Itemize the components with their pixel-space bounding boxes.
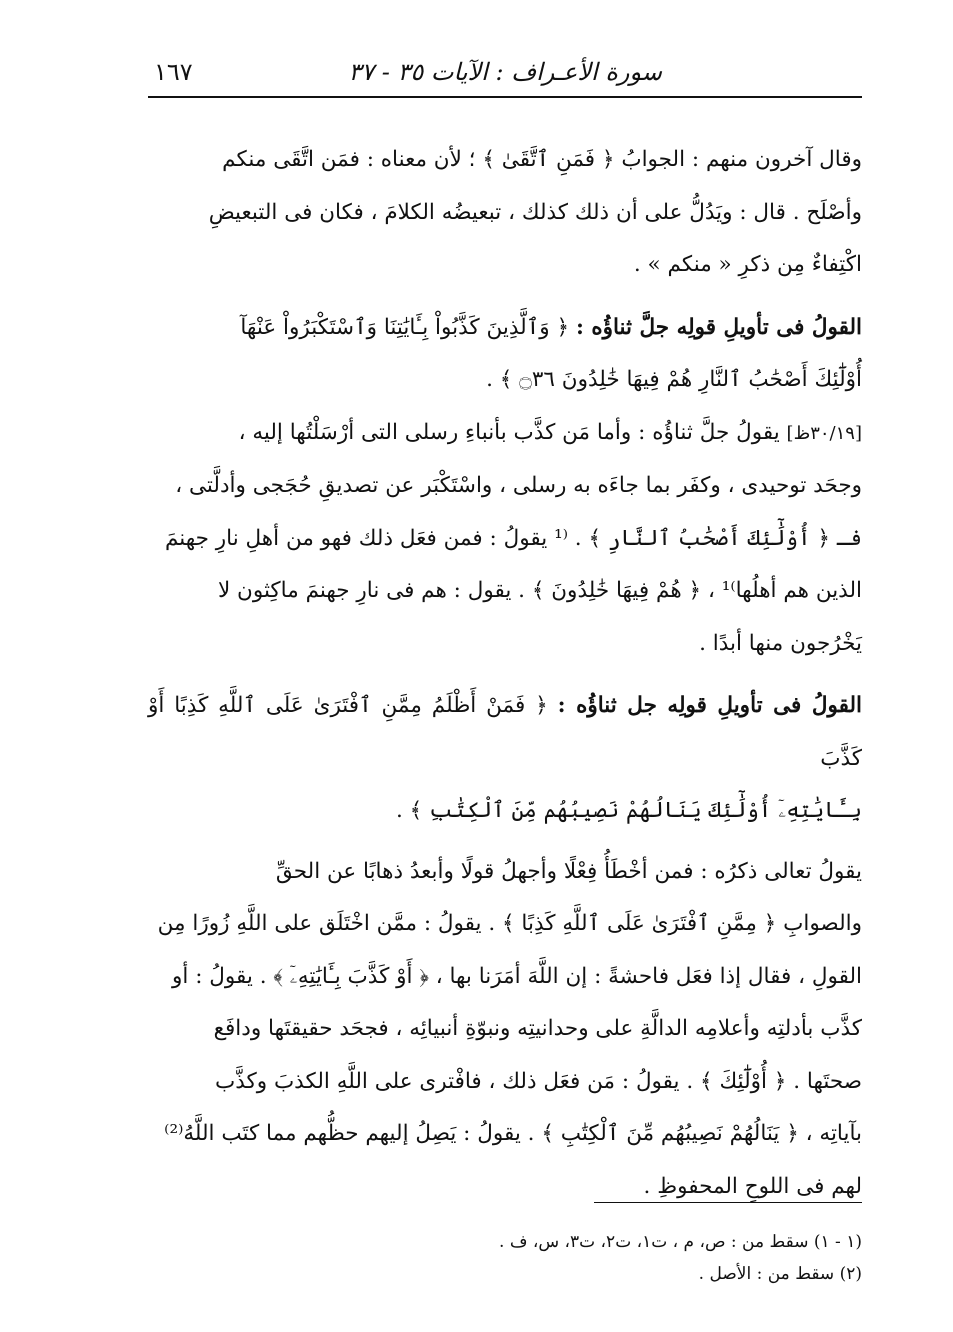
footnote-rule — [594, 1202, 862, 1203]
footnote: (١ - ١) سقط من : ص، م ، ت١، ت٢، ت٣، س، ف . — [499, 1232, 862, 1252]
text-line: والصوابِ ﴿ مِمَّنِ ٱفْتَرَىٰ عَلَى ٱللَّهِ كَذِبًا ﴾ . يقولُ : ممَّن اخْتَلَق على اللَّهِ زُورًا مِن — [157, 911, 862, 936]
text-line: لهم فى اللوحِ المحفوظِ . — [643, 1173, 862, 1199]
manuscript-reference: [٣٠/١٩ظ] — [786, 422, 862, 444]
text-line: فـ ﴿ أُوْلَٰٓئِكَ أَصْحَٰبُ ٱلنَّارِ ﴾ . ⁽¹ يقولُ : فمن فعَل ذلك فهو من أهلِ نارِ جهنمَ — [164, 525, 862, 551]
section-heading: القولُ فى تأويلِ قولِه جل ثناؤُه : — [557, 693, 863, 718]
running-header — [148, 48, 862, 94]
page-number: ١٦٧ — [154, 58, 193, 86]
text-line: يَخْرُجون منها أبدًا . — [699, 630, 862, 656]
quran-verse: ﴿ وَٱلَّذِينَ كَذَّبُواْ بِـَٔايَٰتِنَا وَٱسْتَكْبَرُواْ عَنْهَآ — [240, 314, 570, 340]
quran-verse: بِـَٔايَٰتِهِۦٓ أُوْلَٰٓئِكَ يَنَالُهُمْ نَصِيبُهُم مِّنَ ٱلْكِتَٰبِ ﴾ . — [396, 798, 862, 823]
paragraph — [148, 134, 862, 292]
section-heading-paragraph — [148, 302, 862, 407]
text-line: يقولُ تعالى ذكرُه : فمن أخْطَأُ فِعْلًا وأجهلُ قولًا وأبعدُ ذهابًا عن الحقِّ — [275, 858, 862, 884]
quran-verse: أُوْلَٰٓئِكَ أَصْحَٰبُ ٱلنَّارِ هُمْ فِيهَا خَٰلِدُونَ ۝٣٦ ﴾ . — [486, 367, 862, 392]
text-line: كذَّب بأدلتِه وأعلامِه الدالَّةِ على وحدانيتِه ونبوّةِ أنبيائِه ، فجحَد حقيقتَها ودافَع — [213, 1016, 862, 1041]
text-line: الذين هم أهلُها⁾¹ ، ﴿ هُمْ فِيهَا خَٰلِدُونَ ﴾ . يقول : هم فى نارِ جهنمَ ماكِثون لا — [217, 578, 862, 603]
text-line: اكْتِفاءٌ مِن ذكرِ « منكم » . — [633, 252, 862, 277]
section-heading-paragraph — [148, 680, 862, 838]
quran-verse: ﴿ فَمَنْ أَظْلَمُ مِمَّنِ ٱفْتَرَىٰ عَلَى ٱللَّهِ كَذِبًا أَوْ كَذَّبَ — [148, 693, 862, 771]
text-line: يقولُ جلَّ ثناؤُه : وأما مَن كذَّب بأنباءِ رسلى التى أرْسَلْتُها إليه ، — [238, 419, 780, 445]
text-line: القولِ ، فقال إذا فعَل فاحشةً : إن اللَّهَ أمَرَنا بها ، ﴿ أَوْ كَذَّبَ بِـَٔايَٰتِهِۦٓ ﴾ . يقولُ : أو — [172, 963, 862, 989]
text-line: وأصْلَح . قال : ويَدُلُّ على أن ذلك كذلك ، تبعيضُه الكلامَ ، فكان فى التبعيضِ — [208, 199, 862, 225]
footnote: (٢) سقط من : الأصل . — [698, 1264, 862, 1284]
text-line: صحتَها . ﴿ أُوْلَٰٓئِكَ ﴾ . يقولُ : مَن فعَل ذلك ، فافْترى على اللَّهِ الكذبَ وكذَّب — [214, 1068, 862, 1094]
text-line: بآياتِه ، ﴿ يَنَالُهُمْ نَصِيبُهُم مِّنَ ٱلْكِتَٰبِ ﴾ . يقولُ : يَصِلُ إليهم حظُّهم مما كتَب اللَّهُ⁽²⁾ — [164, 1121, 862, 1146]
text-line: وجحَد توحيدى ، وكفَر بما جاءَه به رسلى ، واسْتَكْبَر عن تصديقِ حُجَجى وأدلَّتى ، — [175, 473, 862, 498]
page-body — [148, 134, 862, 1213]
header-title: سورة الأعـراف : الآيات ٣٥ - ٣٧ — [348, 58, 662, 86]
footnotes — [148, 1226, 862, 1290]
paragraph — [148, 407, 862, 671]
section-heading: القولُ فى تأويلِ قولِه جلَّ ثناؤُه : — [575, 314, 862, 340]
header-rule — [148, 96, 862, 98]
paragraph — [148, 846, 862, 1214]
book-page — [148, 48, 862, 1308]
text-line: وقال آخرون منهم : الجوابُ ﴿ فَمَنِ ٱتَّقَىٰ ﴾ ؛ لأن معناه : فمَن اتَّقَى منكم — [222, 147, 862, 172]
